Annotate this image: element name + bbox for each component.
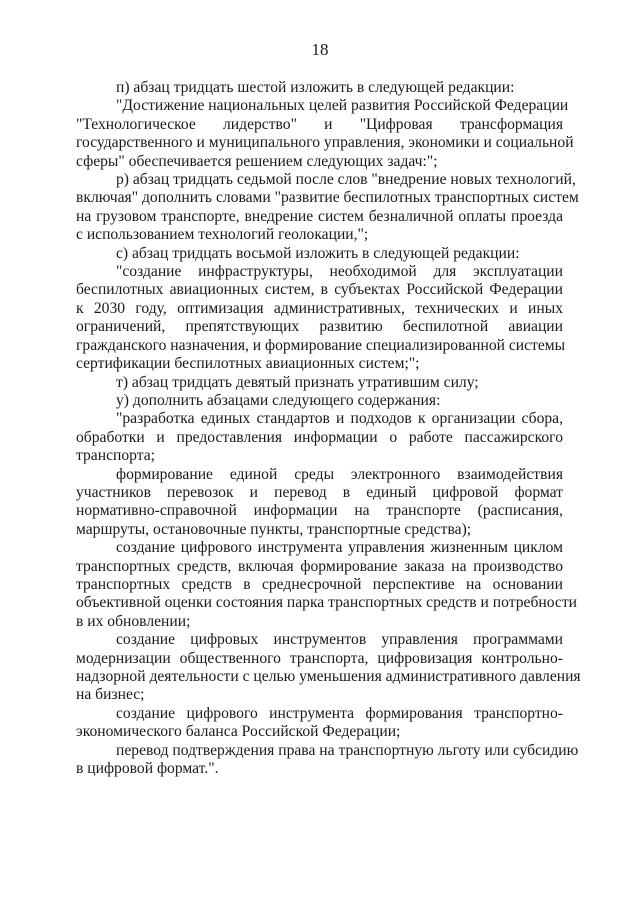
text-line: нормативно-справочной информации на транспорте (расписания, [76, 502, 563, 520]
text-line: у) дополнить абзацами следующего содержания: [116, 391, 441, 409]
text-line: формирование единой среды электронного взаимодействия [116, 465, 563, 483]
text-line: маршруты, остановочные пункты, транспортные средства); [76, 520, 472, 538]
text-line: с) абзац тридцать восьмой изложить в следующей редакции: [116, 244, 520, 262]
text-line: р) абзац тридцать седьмой после слов "внедрение новых технологий, [116, 171, 576, 189]
paragraph [76, 79, 563, 97]
text-line: в их обновлении; [76, 612, 191, 630]
paragraph [76, 245, 563, 263]
text-line: надзорной деятельности с целью уменьшения административного давления [76, 668, 581, 685]
text-line: "Достижение национальных целей развития Российской Федерации [116, 97, 569, 115]
text-line: объективной оценки состояния парка транспортных средств и потребности [76, 594, 577, 612]
text-line: т) абзац тридцать девятый признать утратившим силу; [116, 373, 479, 391]
text-line: модернизации общественного транспорта, цифровизация контрольно- [76, 649, 563, 667]
document-body [76, 79, 581, 778]
paragraph [76, 539, 577, 631]
text-line: перевод подтверждения права на транспортную льготу или субсидию [116, 741, 579, 759]
paragraph [76, 410, 563, 465]
text-line: "разработка единых стандартов и подходов к организации сбора, [116, 410, 563, 428]
text-line: сферы" обеспечивается решением следующих задач:"; [76, 152, 438, 170]
text-line: беспилотных авиационных систем, в субъектах Российской Федерации [76, 281, 563, 299]
paragraph [76, 97, 574, 171]
text-line: обработки и предоставления информации о работе пассажирского [76, 428, 563, 446]
text-line: к 2030 году, оптимизация административных, технических и иных [76, 299, 563, 317]
text-line: п) абзац тридцать шестой изложить в следующей редакции: [116, 79, 515, 96]
text-line: транспортных средств, включая формирование заказа на производство [76, 557, 563, 575]
text-line: транспортных средств в среднесрочной перспективе на основании [76, 575, 563, 593]
paragraph [76, 392, 563, 410]
text-line: гражданского назначения, и формирование специализированной системы [76, 336, 566, 354]
text-line: включая" дополнить словами "развитие беспилотных транспортных систем [76, 189, 579, 207]
text-line: в цифровой формат.". [76, 760, 219, 778]
paragraph [76, 705, 563, 742]
paragraph [76, 374, 563, 392]
page-number: 18 [311, 40, 329, 59]
text-line: с использованием технологий геолокации,"; [76, 226, 369, 244]
text-line: экономического баланса Российской Федерации; [76, 723, 401, 741]
text-line: на бизнес; [76, 686, 145, 704]
text-line: создание цифровых инструментов управления программами [116, 631, 563, 649]
paragraph [76, 171, 579, 245]
text-line: ограничений, препятствующих развитию беспилотной авиации [76, 318, 563, 336]
text-line: на грузовом транспорте, внедрение систем безналичной оплаты проезда [76, 207, 563, 225]
text-line: создание цифрового инструмента формирования транспортно- [116, 704, 563, 722]
text-line: участников перевозок и перевод в единый цифровой формат [76, 483, 563, 501]
text-line: государственного и муниципального управления, экономики и социальной [76, 134, 574, 152]
paragraph [76, 741, 579, 779]
paragraph [76, 631, 581, 705]
paragraph [76, 466, 563, 540]
text-line: сертификации беспилотных авиационных систем;"; [76, 355, 420, 373]
paragraph [76, 263, 566, 373]
text-line: "создание инфраструктуры, необходимой для эксплуатации [116, 263, 563, 281]
text-line: "Технологическое лидерство" и "Цифровая трансформация [76, 115, 563, 133]
text-line: транспорта; [76, 447, 155, 465]
text-line: создание цифрового инструмента управления жизненным циклом [116, 539, 563, 557]
